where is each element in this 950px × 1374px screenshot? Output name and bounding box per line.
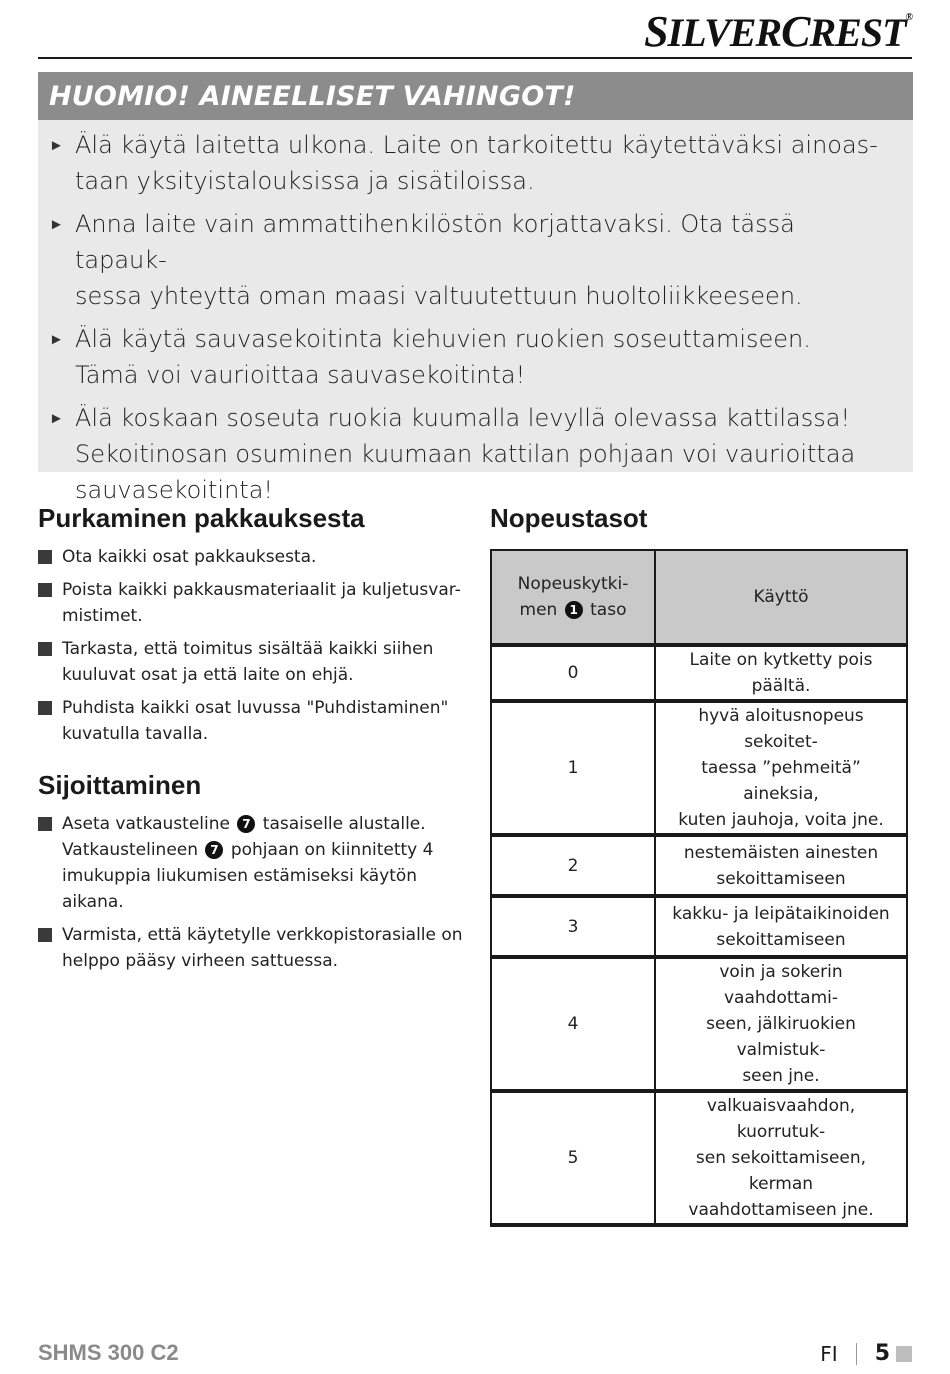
header-rule xyxy=(38,57,912,59)
list-item xyxy=(38,922,468,974)
warning-text: Älä käytä sauvasekoitinta kiehuvien ruokien soseuttamiseen. xyxy=(75,325,811,353)
table-row xyxy=(491,1091,907,1225)
table-row xyxy=(491,701,907,835)
table-header-row xyxy=(491,550,907,645)
brand-logo xyxy=(644,6,912,57)
warning-box xyxy=(38,72,913,504)
arrow-right-icon: ► xyxy=(49,409,64,427)
arrow-right-icon: ► xyxy=(49,215,64,233)
warning-list xyxy=(38,120,913,508)
list-item-text: Puhdista kaikki osat luvussa "Puhdistaminen" xyxy=(62,698,449,718)
list-item xyxy=(38,577,468,629)
list-item-text: tasaiselle alustalle. xyxy=(262,814,426,834)
warning-text: taan yksityistalouksissa ja sisätiloissa. xyxy=(75,167,535,195)
footer-model: SHMS 300 C2 xyxy=(38,1340,179,1365)
warning-text: sauvasekoitinta! xyxy=(75,476,274,504)
usage-cell xyxy=(655,1091,907,1225)
table-row xyxy=(491,957,907,1091)
usage-text: Laite on kytketty pois päältä. xyxy=(689,650,873,696)
square-bullet-icon xyxy=(38,583,52,597)
brand-text: ILVER xyxy=(667,10,782,55)
usage-text: sen sekoittamiseen, kerman xyxy=(695,1148,867,1194)
square-bullet-icon xyxy=(38,550,52,564)
usage-text: kuten jauhoja, voita jne. xyxy=(678,810,884,830)
brand-text: REST xyxy=(809,10,906,55)
square-marker-icon xyxy=(896,1346,912,1362)
table-row xyxy=(491,835,907,896)
usage-text: seen, jälkiruokien valmistuk- xyxy=(706,1014,856,1060)
usage-text: nestemäisten ainesten xyxy=(683,842,879,863)
header-text: Nopeuskytki- xyxy=(517,574,629,594)
list-item-text: Aseta vatkausteline xyxy=(62,814,230,834)
list-item-text: imukuppia liukumisen estämiseksi käytön aikana. xyxy=(62,866,418,912)
registered-mark: ® xyxy=(905,12,912,23)
warning-text: sessa yhteyttä oman maasi valtuutettuun huoltoliikkeeseen. xyxy=(75,282,803,310)
arrow-right-icon: ► xyxy=(49,136,64,154)
list-item-text: Poista kaikki pakkausmateriaalit ja kuljetusvar- xyxy=(62,580,461,600)
usage-text: voin ja sokerin vaahdottami- xyxy=(719,962,843,1008)
warning-text: Sekoitinosan osuminen kuumaan kattilan pohjaan voi vaurioittaa xyxy=(75,440,856,468)
list-item-text: kuuluvat osat ja että laite on ehjä. xyxy=(62,665,354,685)
placement-heading: Sijoittaminen xyxy=(38,770,202,800)
level-cell: 4 xyxy=(491,957,655,1091)
warning-text: Älä koskaan soseuta ruokia kuumalla levyllä olevassa kattilassa! xyxy=(75,404,851,432)
usage-cell xyxy=(655,957,907,1091)
page-number: 5 xyxy=(874,1341,890,1366)
square-bullet-icon xyxy=(38,928,52,942)
speeds-heading: Nopeustasot xyxy=(490,503,648,533)
square-bullet-icon xyxy=(38,701,52,715)
usage-text: valkuaisvaahdon, kuorrutuk- xyxy=(706,1096,856,1142)
warning-item xyxy=(38,400,913,508)
warning-text: Tämä voi vaurioittaa sauvasekoitinta! xyxy=(75,361,526,389)
numbered-circle-icon: 7 xyxy=(237,815,255,833)
list-item xyxy=(38,544,468,570)
level-cell: 5 xyxy=(491,1091,655,1225)
list-item-text: pohjaan on kiinnitetty 4 xyxy=(230,840,434,860)
usage-text: seen jne. xyxy=(742,1066,820,1086)
numbered-circle-icon: 7 xyxy=(205,841,223,859)
level-cell: 3 xyxy=(491,896,655,957)
square-bullet-icon xyxy=(38,817,52,831)
column-header-level xyxy=(491,550,655,645)
column-header-usage: Käyttö xyxy=(655,550,907,645)
square-bullet-icon xyxy=(38,642,52,656)
usage-cell xyxy=(655,645,907,701)
list-item-text: helppo pääsy virheen sattuessa. xyxy=(62,951,339,971)
list-item-text: kuvatulla tavalla. xyxy=(62,724,209,744)
list-item xyxy=(38,636,468,688)
header-text: taso xyxy=(590,600,627,620)
footer-page-info xyxy=(820,1341,912,1366)
list-item-text: Tarkasta, että toimitus sisältää kaikki siihen xyxy=(62,639,434,659)
left-column xyxy=(38,500,468,981)
warning-item xyxy=(38,321,913,393)
usage-text: kakku- ja leipätaikinoiden xyxy=(672,903,890,924)
usage-text: vaahdottamiseen jne. xyxy=(688,1200,874,1220)
usage-cell xyxy=(655,896,907,957)
usage-text: sekoittamiseen xyxy=(716,868,846,889)
warning-text: Älä käytä laitetta ulkona. Laite on tarkoitettu käytettäväksi ainoas- xyxy=(75,131,878,159)
list-item xyxy=(38,695,468,747)
usage-cell xyxy=(655,701,907,835)
list-item-text: Varmista, että käytetylle verkkopistorasialle on xyxy=(62,925,463,945)
table-row xyxy=(491,645,907,701)
warning-item xyxy=(38,206,913,314)
speed-table xyxy=(490,549,908,1227)
list-item-text: Vatkaustelineen xyxy=(62,840,199,860)
placement-list xyxy=(38,811,468,974)
usage-text: hyvä aloitusnopeus sekoitet- xyxy=(698,706,864,752)
warning-item xyxy=(38,127,913,199)
usage-text: sekoittamiseen xyxy=(716,929,846,950)
list-item-text: Ota kaikki osat pakkauksesta. xyxy=(62,547,317,567)
list-item xyxy=(38,811,468,915)
table-row xyxy=(491,896,907,957)
brand-letter: C xyxy=(781,7,810,56)
brand-letter: S xyxy=(644,7,668,56)
warning-text: Anna laite vain ammattihenkilöstön korjattavaksi. Ota tässä tapauk- xyxy=(75,210,795,274)
level-cell: 0 xyxy=(491,645,655,701)
list-item-text: mistimet. xyxy=(62,606,143,626)
footer-divider xyxy=(856,1343,857,1365)
header-text: men xyxy=(519,600,558,620)
arrow-right-icon: ► xyxy=(49,330,64,348)
footer-language: FI xyxy=(820,1341,838,1366)
numbered-circle-icon: 1 xyxy=(565,601,583,619)
level-cell: 1 xyxy=(491,701,655,835)
usage-text: taessa ”pehmeitä” aineksia, xyxy=(701,758,861,804)
level-cell: 2 xyxy=(491,835,655,896)
unpacking-list xyxy=(38,544,468,747)
usage-cell xyxy=(655,835,907,896)
warning-title: HUOMIO! AINEELLISET VAHINGOT! xyxy=(38,72,913,120)
right-column xyxy=(490,500,910,1227)
unpacking-heading: Purkaminen pakkauksesta xyxy=(38,503,365,533)
